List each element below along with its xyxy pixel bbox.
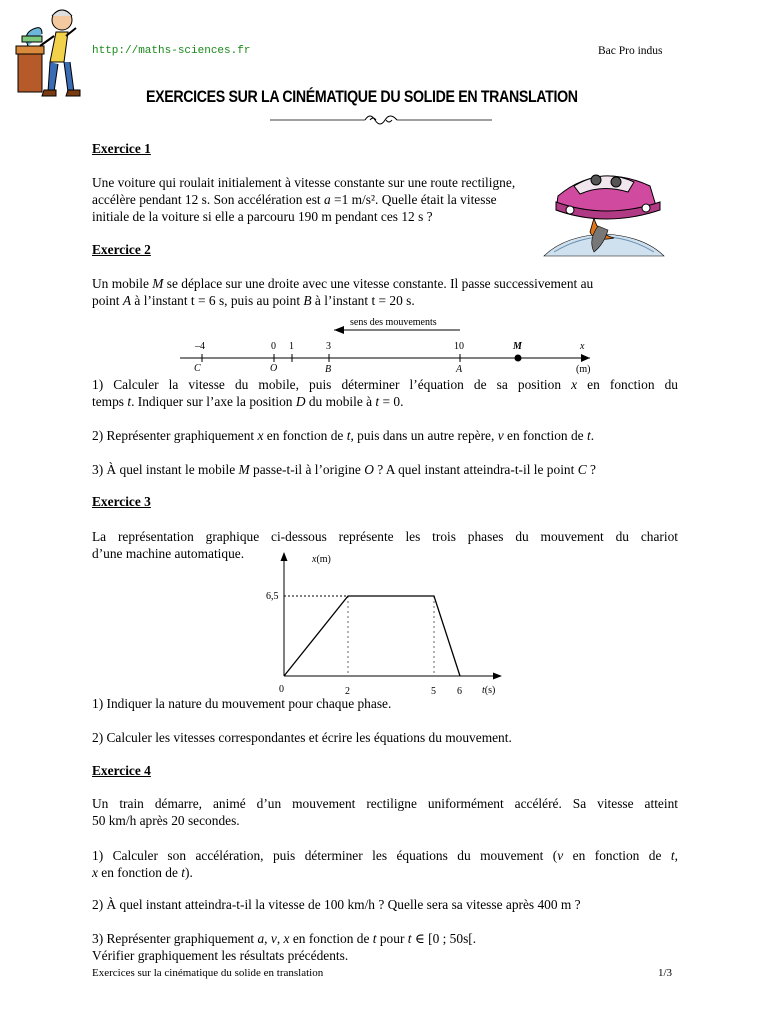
- page-title: EXERCICES SUR LA CINÉMATIQUE DU SOLIDE EN TRANSLATION: [146, 88, 578, 106]
- footer-text: Exercices sur la cinématique du solide en translation: [92, 967, 324, 979]
- car-illustration: [534, 156, 674, 262]
- point-label: C: [194, 363, 201, 374]
- header-class-label: Bac Pro indus: [598, 45, 663, 57]
- y-tick-label: 6,5: [266, 591, 279, 602]
- x-tick-label: 6: [457, 686, 462, 697]
- exercise-3-question-2: 2) Calculer les vitesses correspondantes et écrire les équations du mouvement.: [92, 730, 512, 745]
- header-url[interactable]: http://maths-sciences.fr: [92, 45, 251, 57]
- direction-label: sens des mouvements: [350, 317, 437, 328]
- tick-label: 3: [326, 341, 331, 352]
- point-label: B: [325, 364, 332, 375]
- tick-label: 1: [289, 341, 294, 352]
- tick-label: M: [513, 341, 522, 352]
- exercise-3-question-1: 1) Indiquer la nature du mouvement pour chaque phase.: [92, 696, 392, 711]
- origin-label: 0: [279, 684, 284, 695]
- exercise-2-question-2: 2) Représenter graphiquement x en fonction de t, puis dans un autre repère, v en fonction de t.: [92, 428, 595, 443]
- page-number: 1/3: [658, 967, 673, 979]
- tick-label: 10: [454, 341, 464, 352]
- tick-label: –4: [195, 341, 205, 352]
- tick-label: 0: [271, 341, 276, 352]
- point-label: A: [456, 364, 463, 375]
- exercise-4-question-2: 2) À quel instant atteindra-t-il la vitesse de 100 km/h ? Quelle sera sa vitesse après 400 m ?: [92, 897, 581, 912]
- exercise-4-question-3: 3) Représenter graphiquement a, v, x en fonction de t pour t ∈ [0 ; 50s[. Vérifier graphiquement les résultats précédents.: [92, 931, 477, 963]
- exercise-1-heading: Exercice 1: [92, 141, 151, 156]
- x-tick-label: 5: [431, 686, 436, 697]
- y-axis-label: x(m): [312, 554, 331, 565]
- title-ornament: [270, 108, 492, 128]
- exercise-4-question-1: 1) Calculer son accélération, puis déterminer les équations du mouvement (v en fonction de t, x en fonction de t).: [92, 848, 678, 880]
- position-curve: [284, 596, 460, 676]
- x-axis-label: t(s): [482, 685, 496, 696]
- exercise-4-intro: Un train démarre, animé d’un mouvement rectiligne uniformément accéléré. Sa vitesse atteint 50 km/h après 20 secondes.: [92, 796, 678, 828]
- point-label: O: [270, 363, 278, 374]
- position-time-graph: [262, 548, 512, 700]
- exercise-2-intro: Un mobile M se déplace sur une droite avec une vitesse constante. Il passe successivement au point A à l’instant t = 6 s, puis au point B à l’instant t = 20 s.: [92, 276, 594, 308]
- exercise-3-intro: La représentation graphique ci-dessous représente les trois phases du mouvement du chariot d’une machine automatique.: [92, 529, 678, 561]
- unit-label: (m): [576, 364, 591, 375]
- exercise-4-heading: Exercice 4: [92, 763, 151, 778]
- position-axis-figure: [170, 310, 610, 380]
- exercise-2-heading: Exercice 2: [92, 242, 151, 257]
- mobile-point-marker: [515, 355, 522, 362]
- exercise-3-heading: Exercice 3: [92, 494, 151, 509]
- x-tick-label: 2: [345, 686, 350, 697]
- tick-label: x: [580, 341, 585, 352]
- mascot-illustration: [14, 6, 86, 104]
- exercise-2-question-1: 1) Calculer la vitesse du mobile, puis déterminer l’équation de sa position x en fonction du temps t. Indiquer sur l’axe la position D du mobile à t = 0.: [92, 377, 678, 409]
- exercise-1-text: Une voiture qui roulait initialement à vitesse constante sur une route rectiligne, accélère pendant 12 s. Son accélération est a =1 m/s². Quelle était la vitesse initiale de la voiture si elle a parcouru 190 m pendant ces 12 s ?: [92, 175, 516, 224]
- exercise-2-question-3: 3) À quel instant le mobile M passe-t-il à l’origine O ? A quel instant atteindra-t-il le point C ?: [92, 462, 596, 477]
